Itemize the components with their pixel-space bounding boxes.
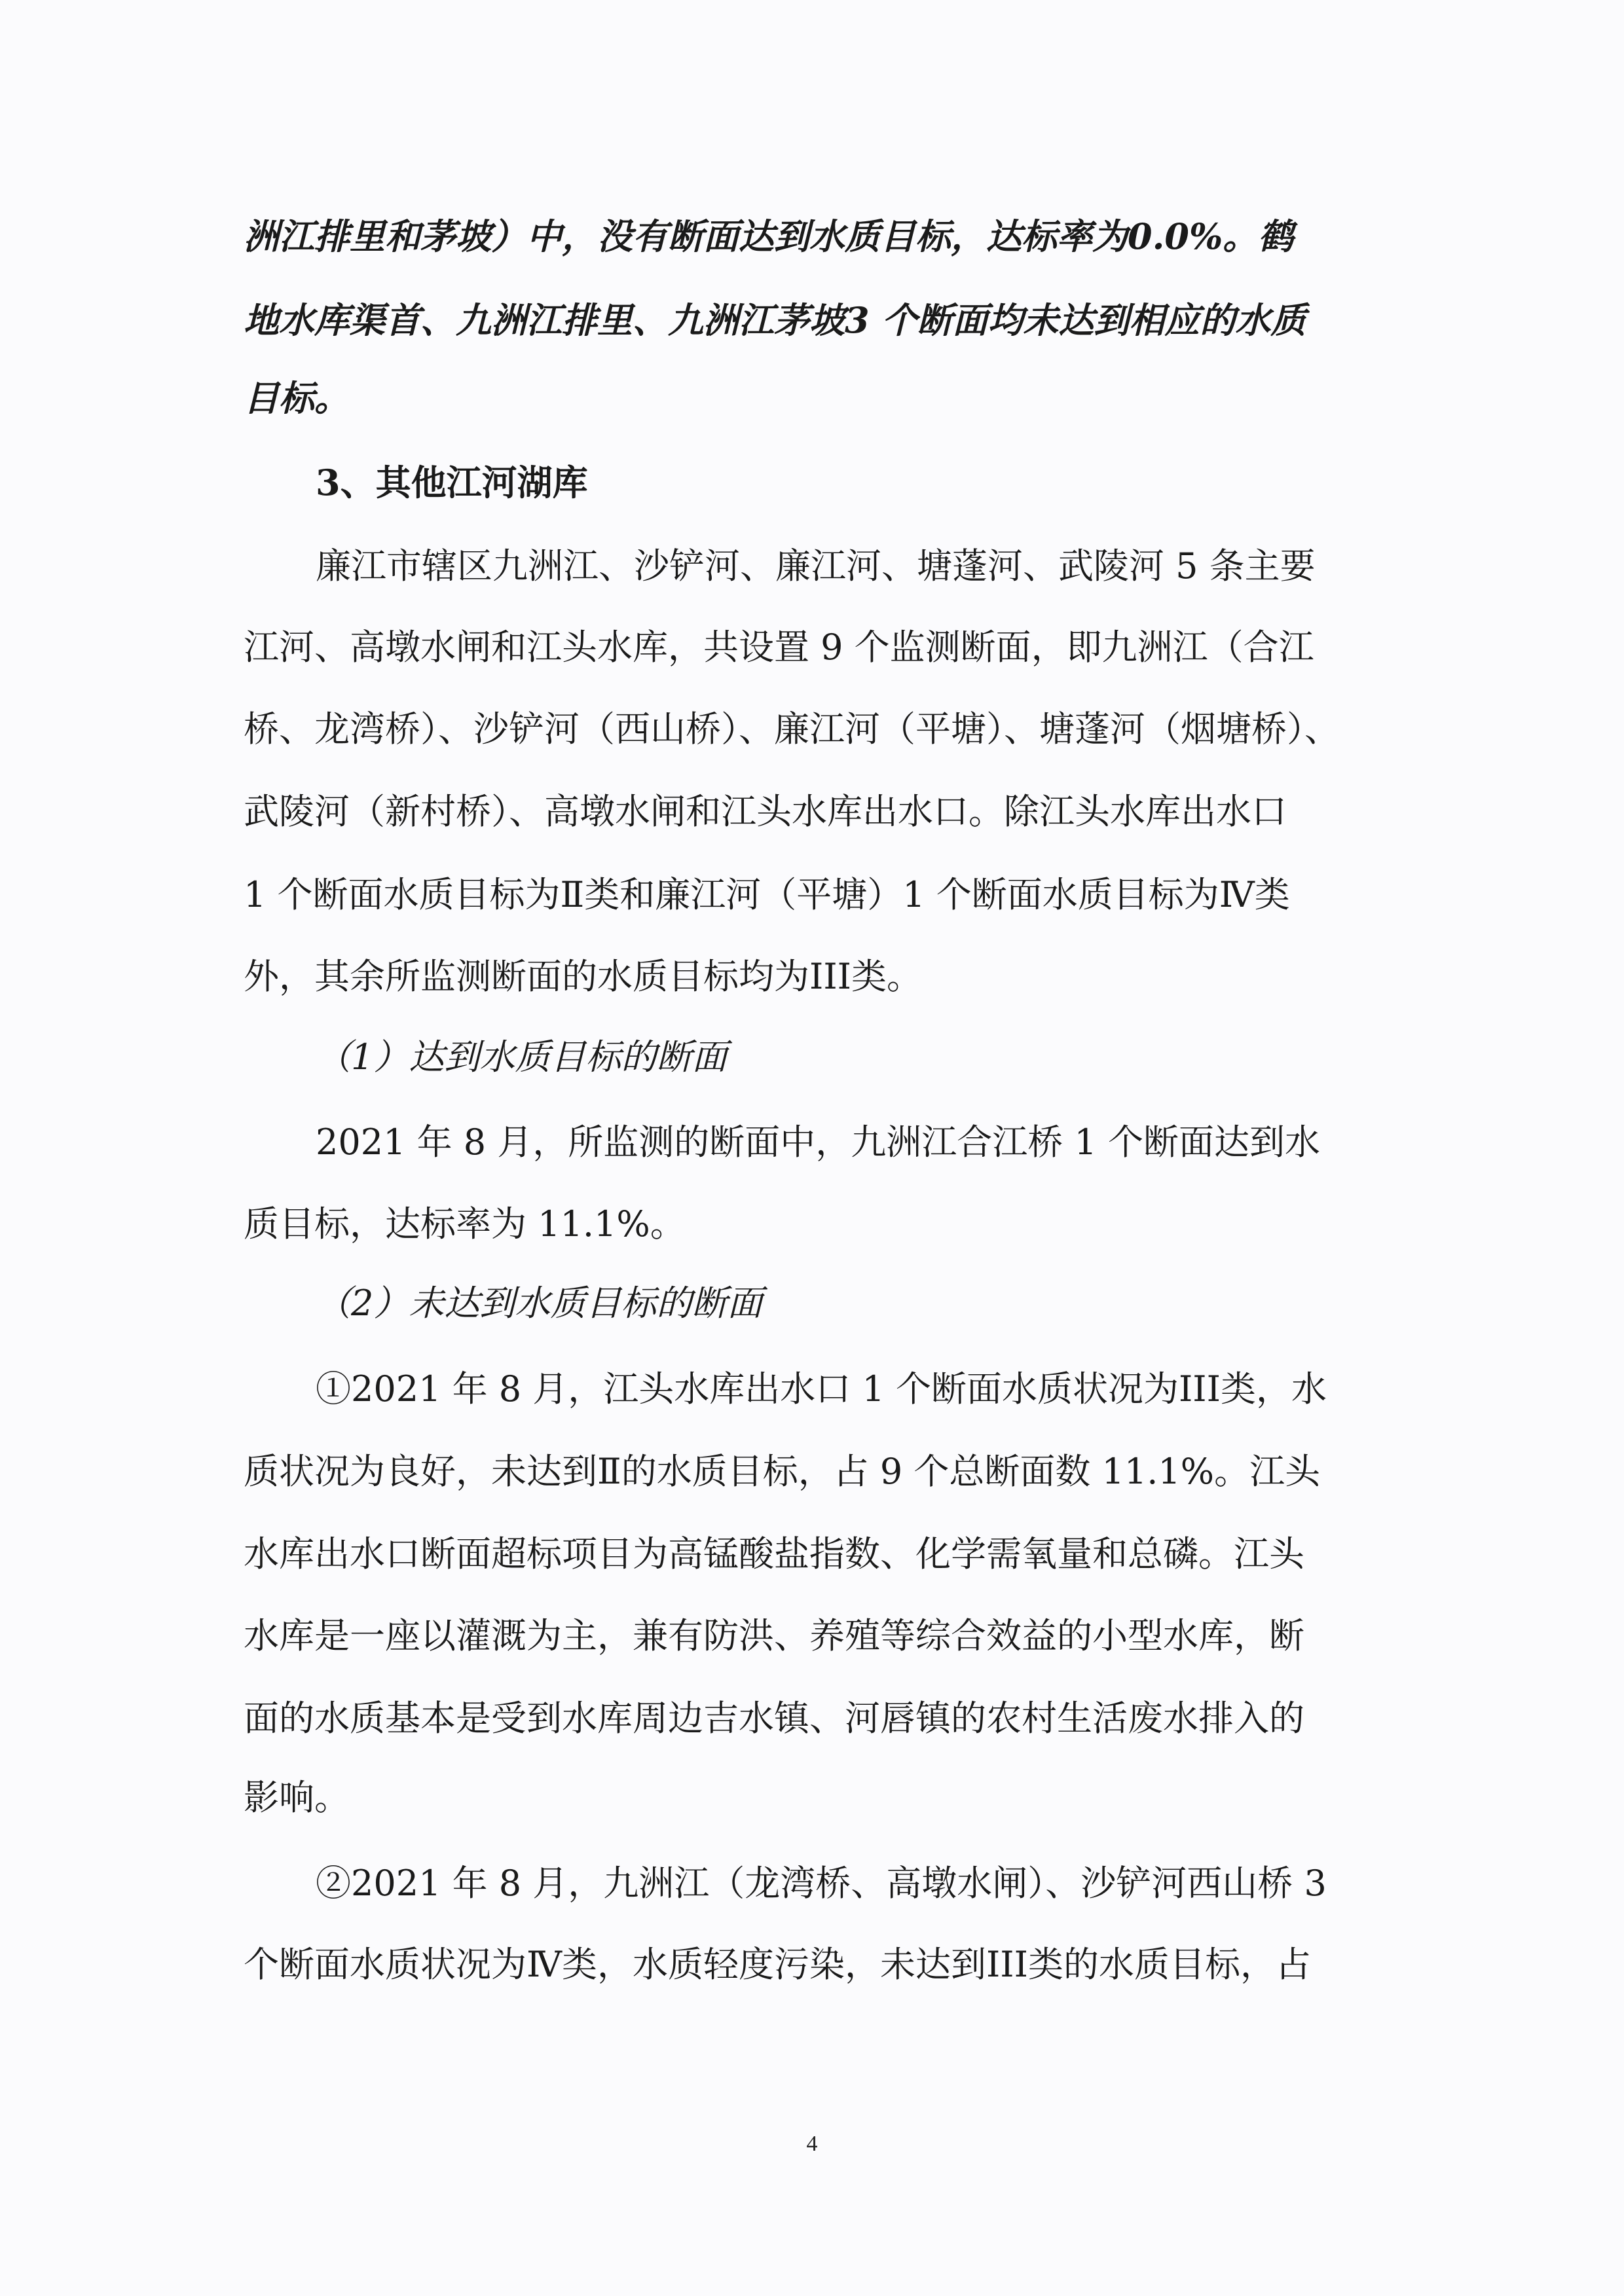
paragraph-line: 1 个断面水质目标为Ⅱ类和廉江河（平塘）1 个断面水质目标为Ⅳ类 (244, 874, 1290, 915)
paragraph-line: 洲江排里和茅坡）中，没有断面达到水质目标，达标率为0.0%。鹤 (244, 215, 1294, 257)
subsection-heading: （1）达到水质目标的断面 (316, 1036, 728, 1078)
paragraph-line: 地水库渠首、九洲江排里、九洲江茅坡3 个断面均未达到相应的水质 (244, 299, 1306, 341)
paragraph-line: 影响。 (244, 1777, 350, 1818)
paragraph-line: 个断面水质状况为Ⅳ类，水质轻度污染，未达到III类的水质目标，占 (244, 1944, 1311, 1985)
paragraph-line: 廉江市辖区九洲江、沙铲河、廉江河、塘蓬河、武陵河 5 条主要 (316, 545, 1316, 587)
paragraph-line: 质目标，达标率为 11.1%。 (244, 1203, 686, 1245)
paragraph-line: 面的水质基本是受到水库周边吉水镇、河唇镇的农村生活废水排入的 (244, 1698, 1304, 1739)
paragraph-line: 水库是一座以灌溉为主，兼有防洪、养殖等综合效益的小型水库，断 (244, 1615, 1304, 1656)
paragraph-line: 江河、高墩水闸和江头水库，共设置 9 个监测断面，即九洲江（合江 (244, 627, 1314, 668)
paragraph-line: 外，其余所监测断面的水质目标均为III类。 (244, 956, 922, 997)
section-heading: 3、其他江河湖库 (316, 462, 588, 503)
paragraph-line: ①2021 年 8 月，江头水库出水口 1 个断面水质状况为III类，水 (316, 1368, 1327, 1410)
page-number: 4 (806, 2132, 818, 2156)
subsection-heading: （2）未达到水质目标的断面 (316, 1283, 763, 1324)
paragraph-line: 目标。 (244, 377, 350, 419)
paragraph-line: 桥、龙湾桥）、沙铲河（西山桥）、廉江河（平塘）、塘蓬河（烟塘桥）、 (244, 708, 1340, 750)
paragraph-line: ②2021 年 8 月，九洲江（龙湾桥、高墩水闸）、沙铲河西山桥 3 (316, 1863, 1327, 1904)
paragraph-line: 2021 年 8 月，所监测的断面中，九洲江合江桥 1 个断面达到水 (316, 1121, 1320, 1163)
paragraph-line: 质状况为良好，未达到Ⅱ的水质目标，占 9 个总断面数 11.1%。江头 (244, 1451, 1321, 1492)
paragraph-line: 水库出水口断面超标项目为高锰酸盐指数、化学需氧量和总磷。江头 (244, 1533, 1304, 1575)
paragraph-line: 武陵河（新村桥）、高墩水闸和江头水库出水口。除江头水库出水口 (244, 791, 1287, 832)
